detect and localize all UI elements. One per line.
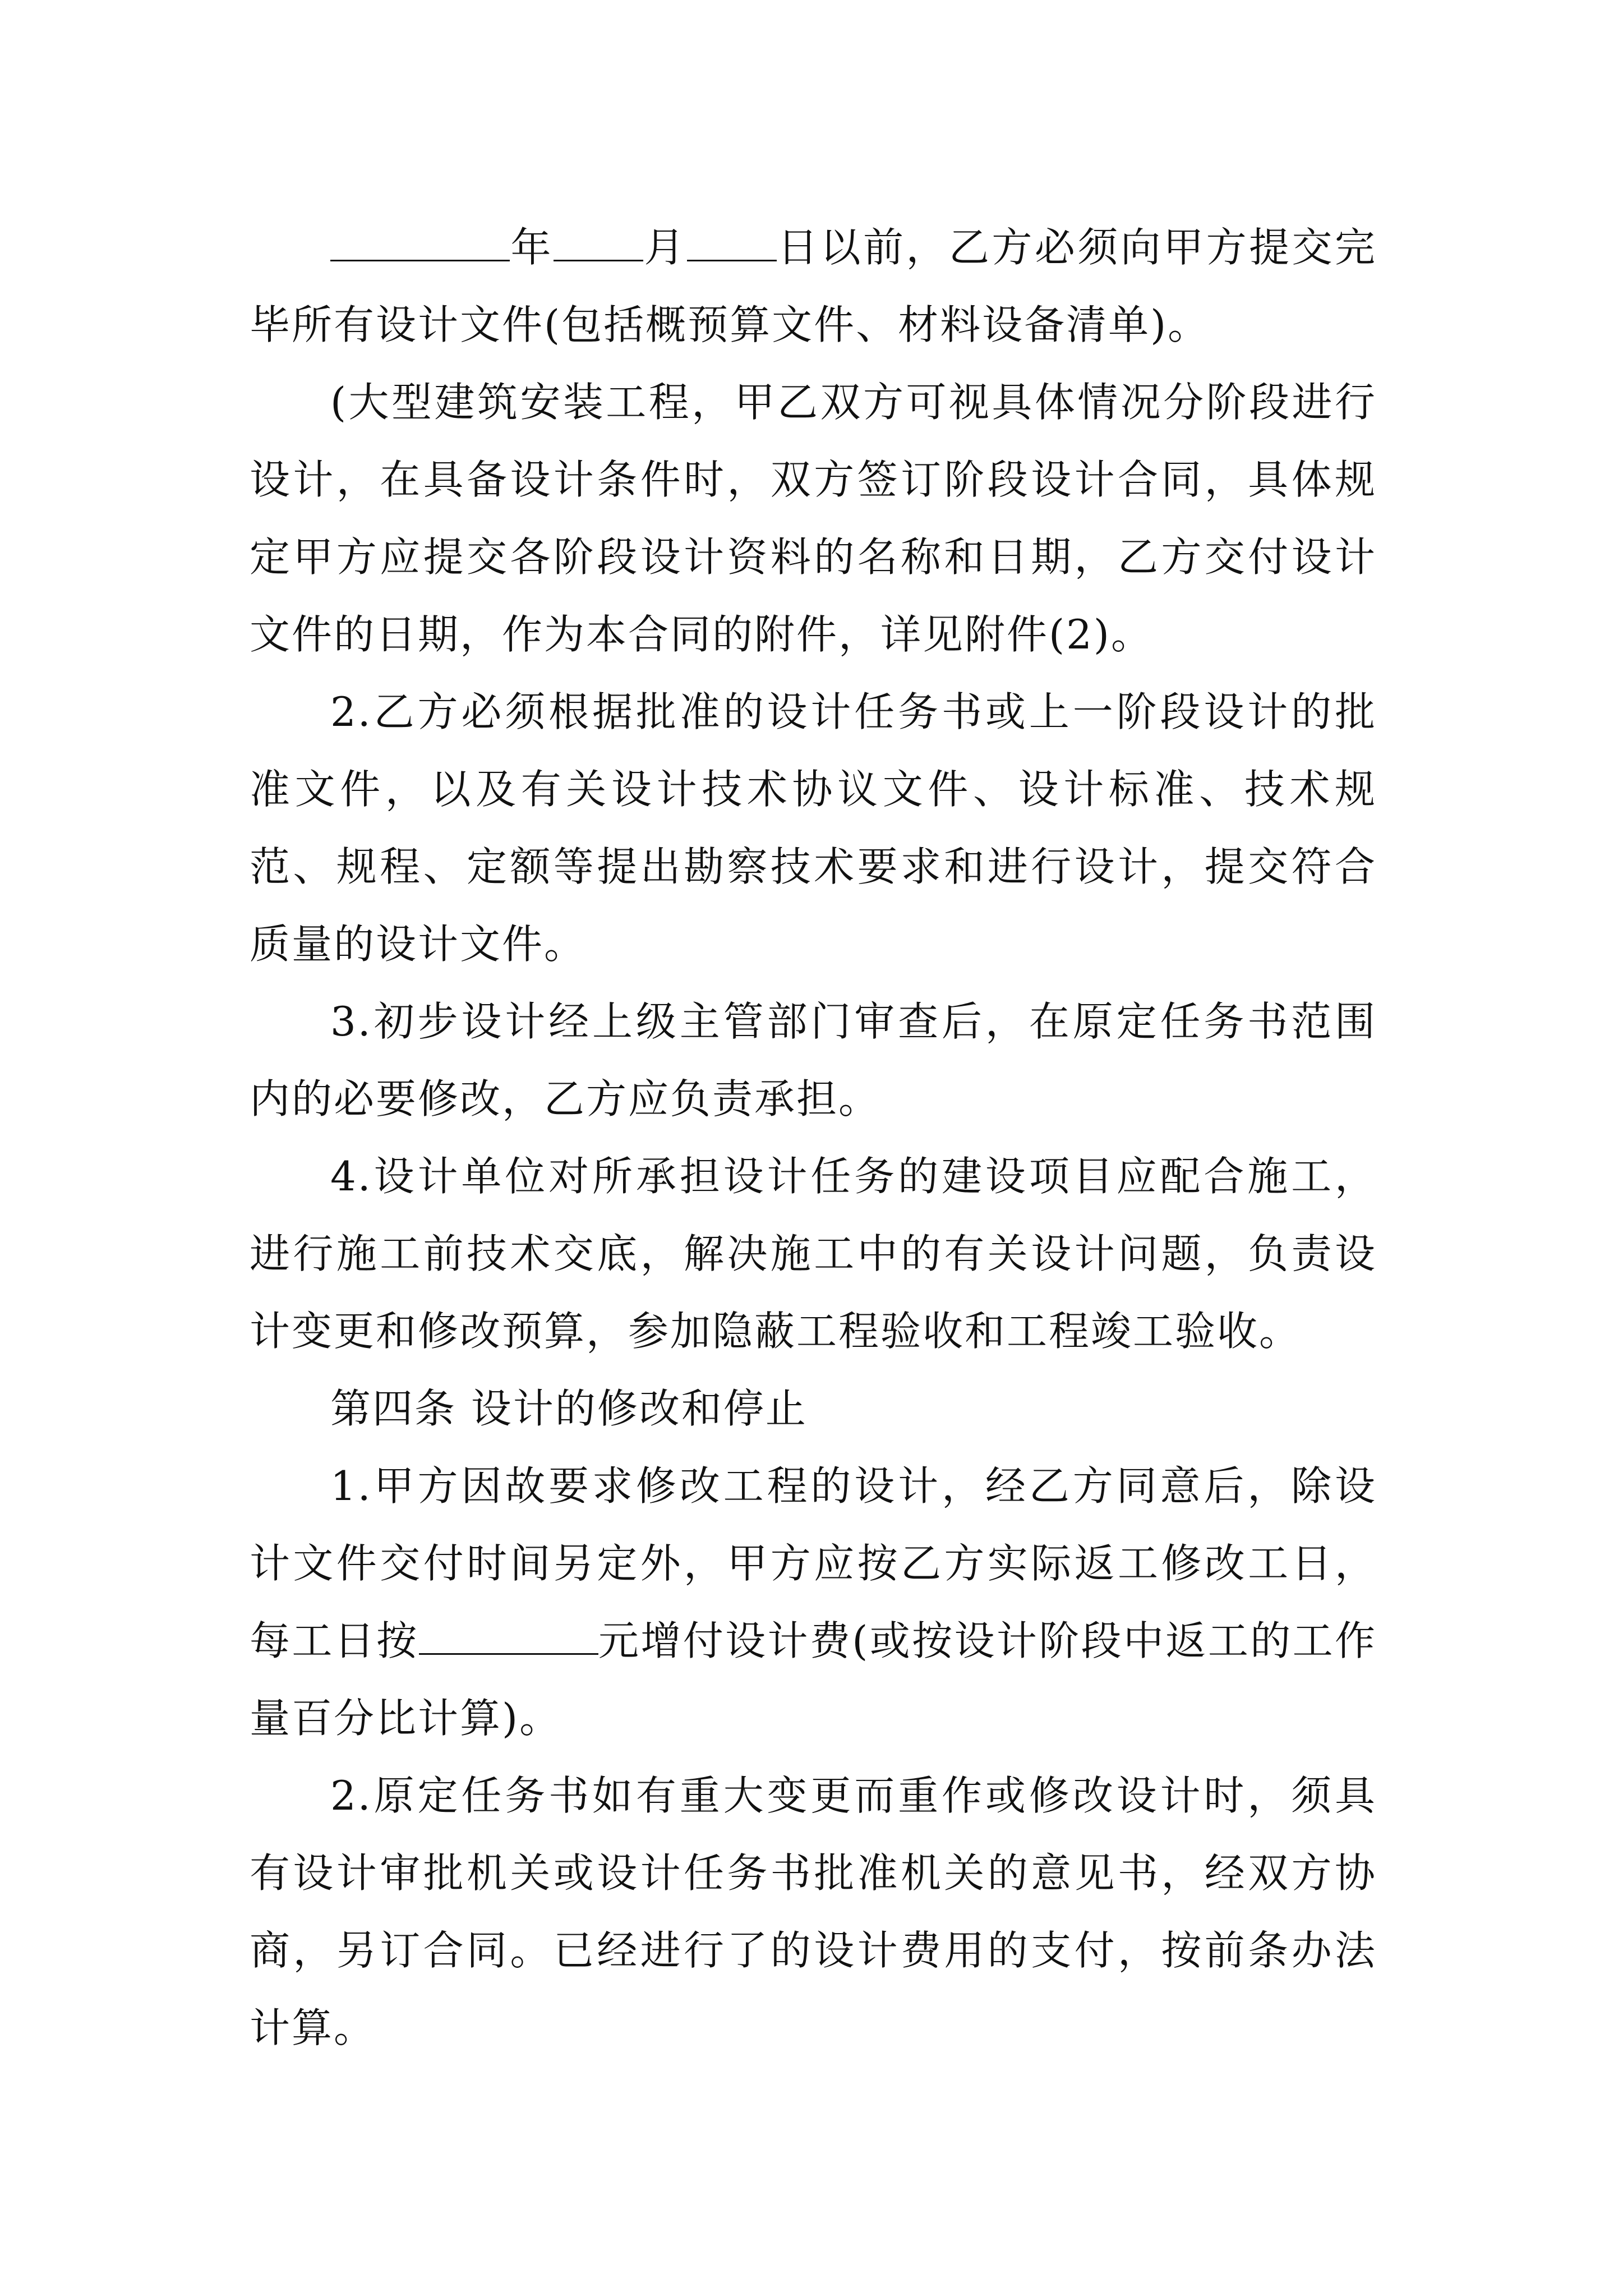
paragraph-clause-3: 3.初步设计经上级主管部门审查后，在原定任务书范围内的必要修改，乙方应负责承担。 [250,998,1377,1122]
text-modification-after: 元增付设计费(或按设计阶段中返工的工作量百分比计算)。 [250,1617,1377,1742]
paragraph-modification-1 [250,1447,1377,1757]
document-body [250,209,1377,2067]
blank-month [554,227,643,261]
section-heading-article-4: 第四条 设计的修改和停止 [330,1385,808,1432]
blank-day [687,227,777,261]
paragraph-modification-2: 2.原定任务书如有重大变更而重作或修改设计时，须具有设计审批机关或设计任务书批准机关的意见书，经双方协商，另订合同。已经进行了的设计费用的支付，按前条办法计算。 [250,1772,1377,2051]
paragraph-clause-4: 4.设计单位对所承担设计任务的建设项目应配合施工，进行施工前技术交底，解决施工中的有关设计问题，负责设计变更和修改预算，参加隐蔽工程验收和工程竣工验收。 [250,1153,1377,1355]
text-modification-before: 1.甲方因故要求修改工程的设计，经乙方同意后，除设计文件交付时间另定外，甲方应按乙方实际返工修改工日，每工日按 [250,1462,1377,1664]
paragraph-submission-deadline [250,209,1377,364]
blank-amount [419,1621,598,1655]
paragraph-large-projects: (大型建筑安装工程，甲乙双方可视具体情况分阶段进行设计，在具备设计条件时，双方签订阶段设计合同，具体规定甲方应提交各阶段设计资料的名称和日期，乙方交付设计文件的日期，作为本合同的附件，详见附件(2)。 [250,379,1377,658]
text-month: 月 [643,224,687,271]
text-deadline-rest: 日以前，乙方必须向甲方提交完毕所有设计文件(包括概预算文件、材料设备清单)。 [250,224,1377,348]
blank-year [330,227,510,261]
text-year: 年 [510,224,554,271]
paragraph-clause-2: 2.乙方必须根据批准的设计任务书或上一阶段设计的批准文件，以及有关设计技术协议文件、设计标准、技术规范、规程、定额等提出勘察技术要求和进行设计，提交符合质量的设计文件。 [250,688,1377,968]
